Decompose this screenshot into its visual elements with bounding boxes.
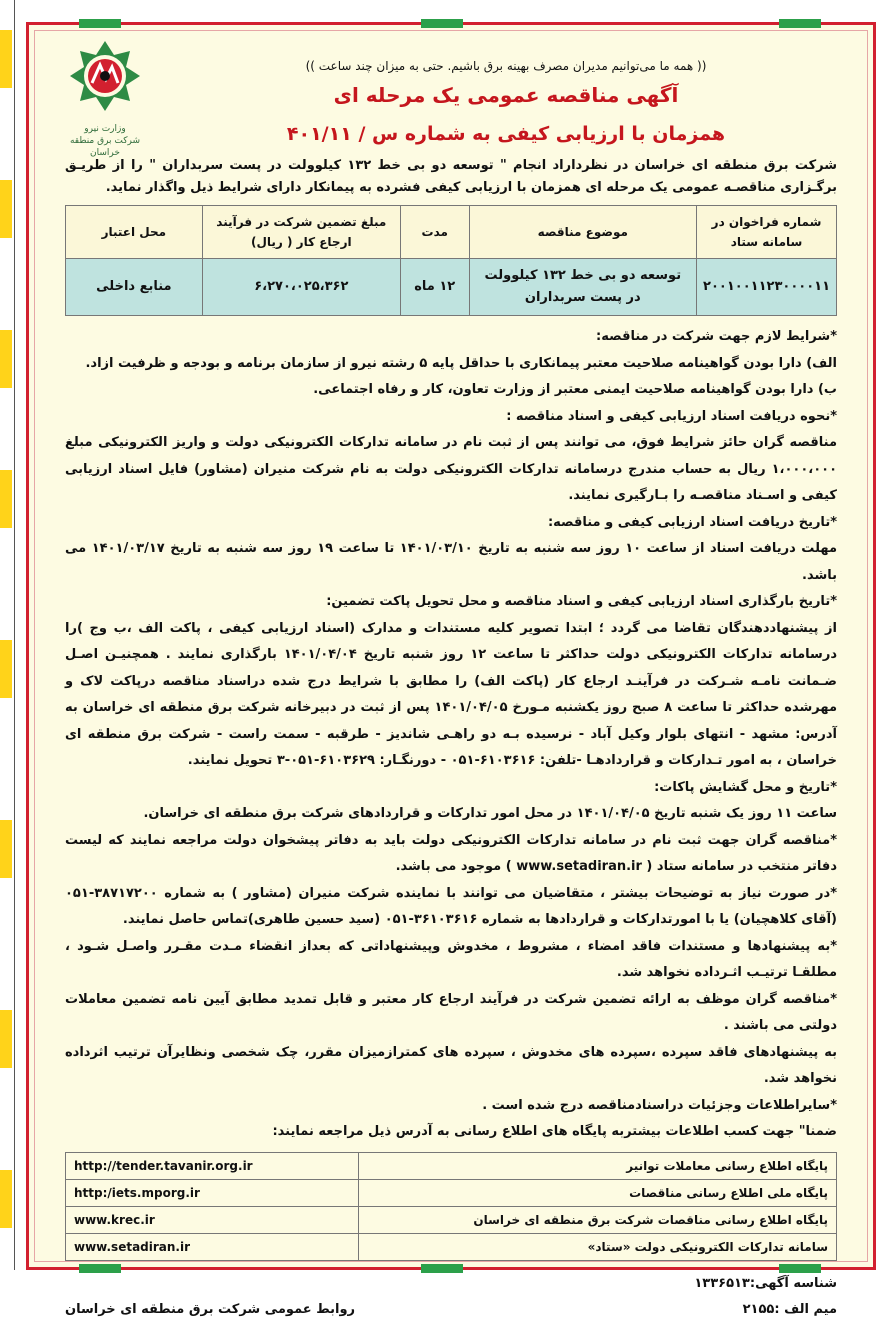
link-url[interactable]: www.setadiran.ir: [66, 1233, 359, 1260]
left-color-stripe: [0, 0, 20, 1270]
section-heading: *تاریخ بارگذاری اسناد ارزیابی کیفی و اسناد مناقصه و محل تحویل پاکت تضمین:: [326, 594, 837, 609]
section-text: *به پیشنهادها و مستندات فاقد امضاء ، مشروط ، مخدوش وپیشنهاداتی که بعداز انقضاء مـدت مقـرر واصـل شـود ، مطلقـا ترتیـب اثـرداده نخواهد شد.: [65, 938, 837, 980]
ad-body: [65, 324, 837, 1146]
section-text: *مناقصه گران جهت ثبت نام در سامانه تدارکات الکترونیکی دولت باید به دفاتر پیشخوان دولت مراجعه نمایند که لیست دفاتر منتخب در سامانه ستاد ( www.setadiran.ir ) موجود می باشد.: [65, 832, 837, 874]
section-heading: *تاریخ و محل گشایش پاکات:: [654, 779, 837, 795]
link-url[interactable]: http:/iets.mporg.ir: [66, 1179, 359, 1206]
tender-table: [65, 205, 837, 316]
logo-caption-2: شرکت برق منطقه خراسان: [69, 136, 141, 158]
section-text: الف) دارا بودن گواهینامه صلاحیت معتبر پیمانکاری با حداقل پایه ۵ رشته نیرو از سازمان برنامه و بودجه و ظرفیت ازاد.: [85, 355, 837, 371]
section-text: به پیشنهادهای فاقد سپرده ،سپرده های مخدوش ، سپرده های کمترازمیزان مقرر، چک شخصی ونظایرآن ترتیب اثرداده نخواهد شد.: [65, 1044, 837, 1086]
header-guarantee: مبلغ تضمین شرکت در فرآیند ارجاع کار ( ریال): [202, 206, 400, 259]
table-row: [66, 1179, 837, 1206]
link-name: پایگاه اطلاع رسانی مناقصات شرکت برق منطقه ای خراسان: [358, 1206, 836, 1233]
cell-duration: ۱۲ ماه: [400, 259, 469, 316]
section-text: *سایراطلاعات وجزئیات دراسنادمناقصه درج شده است .: [482, 1097, 837, 1113]
header-call-number: شماره فراخوان در سامانه ستاد: [697, 206, 837, 259]
section-text: ب) دارا بودن گواهینامه صلاحیت ایمنی معتبر از وزارت تعاون، کار و رفاه اجتماعی.: [313, 382, 837, 397]
logo-caption-1: وزارت نیرو: [84, 124, 126, 134]
link-url[interactable]: http://tender.tavanir.org.ir: [66, 1152, 359, 1179]
section-text: مناقصه گران حائز شرایط فوق، می توانند پس از ثبت نام در سامانه تدارکات الکترونیکی دولت و واریز الکترونیکی مبلغ ۱،۰۰۰،۰۰۰ ریال به حساب مندرج درسامانه تدارکات الکترونیکی دولت به نام شرکت منیران (مشاور) فایل اسناد ارزیابی کیفی و اسـناد مناقصـه را بـارگیری نمایند.: [65, 435, 837, 503]
link-name: پایگاه اطلاع رسانی معاملات توانیر: [358, 1152, 836, 1179]
cell-subject: توسعه دو بی خط ۱۳۲ کیلوولت در پست سربداران: [469, 259, 697, 316]
table-row: [66, 1152, 837, 1179]
table-row: [66, 1206, 837, 1233]
header-duration: مدت: [400, 206, 469, 259]
tender-table-header: [66, 206, 837, 259]
ad-frame: [26, 22, 876, 1317]
link-name: پایگاه ملی اطلاع رسانی مناقصات: [358, 1179, 836, 1206]
section-text: ساعت ۱۱ روز یک شنبه تاریخ ۱۴۰۱/۰۴/۰۵ در محل امور تدارکات و قراردادهای شرکت برق منطقه ای خراسان.: [143, 806, 837, 821]
ad-id: شناسه آگهی:۱۳۳۶۵۱۳: [694, 1275, 837, 1291]
section-heading: *شرایط لازم جهت شرکت در مناقصه:: [596, 329, 837, 344]
header-credit-source: محل اعتبار: [66, 206, 203, 259]
section-text: *مناقصه گران موظف به ارائه تضمین شرکت در فرآیند ارجاع کار معتبر و قابل تمدید مطابق آیین نامه تضمین معاملات دولتی می باشند .: [65, 991, 837, 1033]
intro-paragraph: شرکت برق منطقه ای خراسان در نظرداراد انجام " توسعه دو بی خط ۱۳۲ کیلوولت در پست سربداران " را از طریـق برگـزاری مناقصـه عمومی یک مرحله ای همزمان با ارزیابی کیفی فشرده به پیمانکار دارای شرایط ذیل واگذار نماید.: [65, 158, 838, 195]
cell-credit-source: منابع داخلی: [66, 259, 203, 316]
cell-guarantee: ۶،۲۷۰،۰۲۵،۳۶۲: [202, 259, 400, 316]
header-subject: موضوع مناقصه: [469, 206, 697, 259]
page-title: آگهی مناقصه عمومی یک مرحله ای: [333, 83, 679, 107]
links-table: [65, 1152, 837, 1261]
mim-number: میم الف :۲۱۵۵: [742, 1301, 837, 1317]
ad-content: [65, 53, 837, 1323]
public-relations-signature: روابط عمومی شرکت برق منطقه ای خراسان: [65, 1301, 356, 1317]
cell-call-number: ۲۰۰۱۰۰۱۱۲۳۰۰۰۰۱۱: [697, 259, 837, 316]
section-text: مهلت دریافت اسناد از ساعت ۱۰ روز سه شنبه به تاریخ ۱۴۰۱/۰۳/۱۰ تا ساعت ۱۹ روز سه شنبه به تاریخ ۱۴۰۱/۰۳/۱۷ می باشد.: [65, 541, 838, 583]
section-text: از پیشنهاددهندگان تقاضا می گردد ؛ ابتدا تصویر کلیه مستندات و مدارک (اسناد ارزیابی کیفی ، پاکت الف ،ب وج )را درسامانه تدارکات الکترونیکی دولت حداکثر تا ساعت ۱۲ روز شنبه تاریخ ۱۴۰۱/۰۴/۰۴ بارگذاری نمایند . همچنیـن اصـل ضـمانت نامـه شـرکت در فرآینـد ارجاع کار (پاکت الف) را مطابق با شرایط درج شده دراسناد مناقصه درپاکت لاک و مهرشده حداکثر تا ساعت ۸ صبح روز یکشنبه مـورخ ۱۴۰۱/۰۴/۰۵ پس از ثبت در دبیرخانه شرکت برق منطقه ای خراسان به آدرس: مشهد - انتهای بلوار وکیل آباد - نرسیده بـه دو راهـی شاندیز - طرقبه - سمت راست - شرکت برق منطقه ای خراسان ، به امور تـدارکات و قراردادهـا -تلفن: ۶۱۰۳۶۱۶-۰۵۱ - دورنگـار: ۶۱۰۳۶۲۹-۰۵۱-۳ تحویل نمایند.: [65, 620, 838, 768]
link-name: سامانه تدارکات الکترونیکی دولت «ستاد»: [358, 1233, 836, 1260]
link-url[interactable]: www.krec.ir: [66, 1206, 359, 1233]
page-subtitle: همزمان با ارزیابی کیفی به شماره س / ۴۰۱/۱۱: [286, 123, 726, 145]
section-text: *در صورت نیاز به توضیحات بیشتر ، متقاضیان می توانند با نماینده شرکت منیران (مشاور ) به شماره ۳۸۷۱۷۲۰۰-۰۵۱ (آقای کلاهچیان) یا با امورتدارکات و قراردادها به شماره ۳۶۱۰۳۶۱۶-۰۵۱ (سید حسین طاهری)تماس حاصل نمایند.: [65, 885, 837, 927]
section-text: ضمنا" جهت کسب اطلاعات بیشتربه پایگاه های اطلاع رسانی به آدرس ذیل مراجعه نمایند:: [272, 1124, 837, 1139]
section-heading: *نحوه دریافت اسناد ارزیابی کیفی و اسناد مناقصه :: [506, 408, 837, 424]
table-row: [66, 1233, 837, 1260]
table-row: [66, 259, 837, 316]
section-heading: *تاریخ دریافت اسناد ارزیابی کیفی و مناقصه:: [547, 514, 837, 530]
slogan: (( همه ما می‌توانیم مدیران مصرف بهینه برق باشیم. حتی به میزان چند ساعت )): [305, 59, 707, 73]
